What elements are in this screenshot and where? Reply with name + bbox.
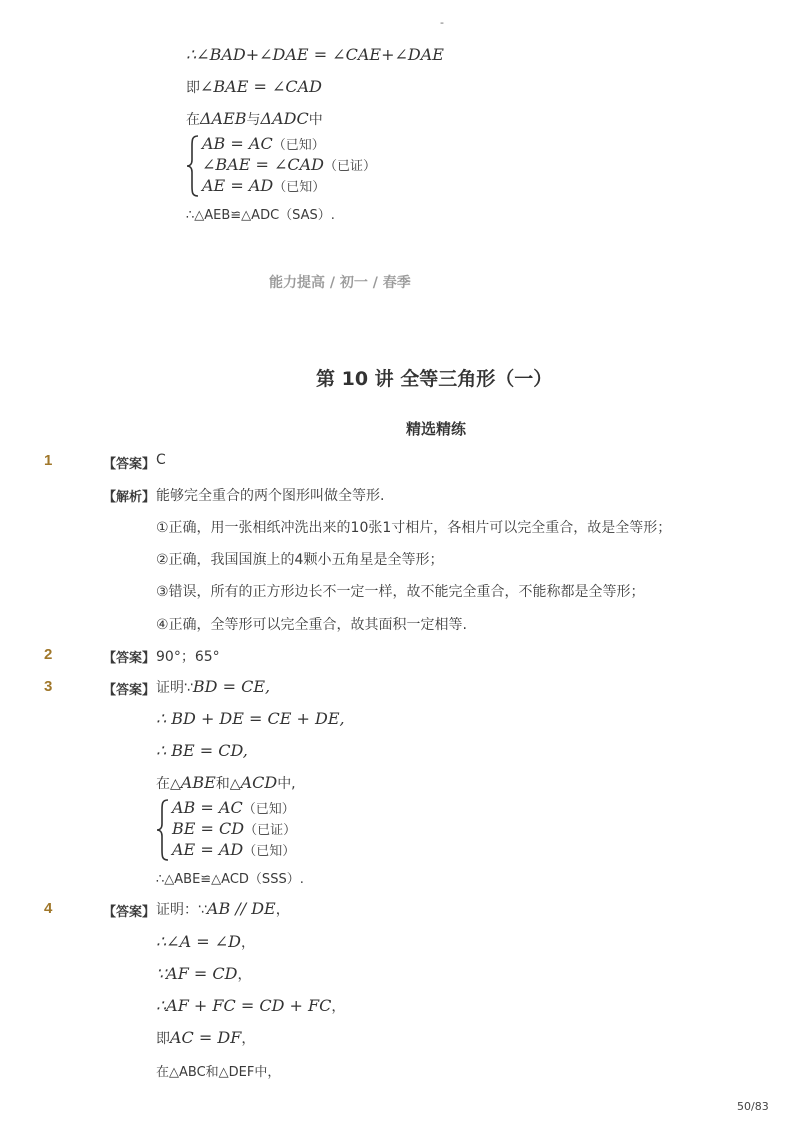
system-row (202, 176, 325, 195)
system-math: AE = AD (172, 840, 244, 859)
proof-text: 在 (186, 112, 200, 128)
system-note: （已证） (324, 159, 377, 174)
proof-line: ∴ BE = CD, (156, 741, 248, 760)
proof-text: ， (241, 1031, 256, 1047)
answer-tag: 【答案】 (103, 683, 156, 698)
answer-value: 90°；65° (156, 649, 220, 665)
proof-line (186, 109, 323, 129)
system-note: （已知） (243, 844, 296, 859)
analysis-text: 能够完全重合的两个图形叫做全等形. (156, 488, 385, 504)
section-title: 精选精练 (406, 420, 467, 438)
system-row (172, 798, 295, 817)
proof-line (186, 77, 322, 97)
proof-math: ∠BAE = ∠CAD (200, 77, 323, 96)
proof-text: 证明：∵ (156, 902, 207, 918)
proof-line (156, 677, 270, 697)
question-number: 2 (44, 646, 53, 663)
left-brace-icon (156, 798, 170, 862)
proof-math: AB // DE (206, 899, 276, 918)
proof-text: ， (275, 902, 290, 918)
proof-line (156, 996, 345, 1016)
question-number: 1 (44, 452, 53, 469)
proof-math: AC = DF (170, 1028, 242, 1047)
proof-conclusion: ∴△ABE≌△ACD（SSS）. (156, 872, 304, 887)
proof-text: 在△ (156, 776, 181, 792)
proof-text: 和△ (215, 776, 241, 792)
answer-tag: 【答案】 (103, 457, 156, 472)
system-row (172, 819, 296, 838)
proof-text: 即 (186, 80, 200, 96)
left-brace-icon (186, 134, 200, 198)
answer-tag: 【答案】 (103, 651, 156, 666)
answer-tag: 【答案】 (103, 905, 156, 920)
proof-text: 与 (246, 112, 261, 128)
system-row (202, 155, 376, 174)
equation-system (156, 798, 416, 862)
proof-text: 即 (156, 1031, 170, 1047)
proof-math: ∴∠A = ∠D (156, 932, 241, 951)
proof-line (156, 932, 255, 952)
question-number: 3 (44, 678, 53, 695)
top-mark: - (440, 16, 444, 29)
proof-math: ΔAEB (200, 109, 247, 128)
course-banner: 能力提高 / 初一 / 春季 (269, 275, 411, 291)
answer-value: C (156, 452, 166, 468)
system-note: （已知） (273, 180, 326, 195)
system-math: AE = AD (202, 176, 274, 195)
proof-math: ΔADC (260, 109, 309, 128)
equation-system (186, 134, 446, 198)
analysis-tag: 【解析】 (103, 490, 156, 505)
system-row (172, 840, 295, 859)
proof-line (156, 964, 251, 984)
system-note: （已证） (244, 823, 297, 838)
system-math: ∠BAE = ∠CAD (202, 155, 325, 174)
proof-text: 证明∵ (156, 680, 193, 696)
analysis-item: ①正确，用一张相纸冲洗出来的10张1寸相片，各相片可以完全重合，故是全等形； (156, 520, 672, 536)
proof-math: ∵AF = CD (156, 964, 238, 983)
system-math: AB = AC (202, 134, 273, 153)
proof-line (156, 899, 290, 919)
analysis-item: ④正确，全等形可以完全重合，故其面积一定相等. (156, 617, 467, 633)
proof-text: 中, (277, 776, 296, 792)
chapter-title: 第 10 讲 全等三角形（一） (316, 368, 553, 390)
proof-line: ∴∠BAD+∠DAE = ∠CAE+∠DAE (186, 45, 444, 64)
proof-text: ， (237, 967, 252, 983)
page-number: 50/83 (737, 1100, 769, 1113)
proof-line: 在△ABC和△DEF中， (156, 1065, 281, 1080)
analysis-item: ③错误，所有的正方形边长不一定一样，故不能完全重合，不能称都是全等形； (156, 584, 645, 600)
proof-line (156, 773, 296, 793)
proof-text: ， (240, 935, 255, 951)
proof-math: ABE (180, 773, 216, 792)
proof-line (156, 1028, 255, 1048)
proof-math: BD = CE, (192, 677, 271, 696)
proof-math: ACD (240, 773, 278, 792)
system-note: （已知） (242, 802, 295, 817)
proof-line: ∴ BD + DE = CE + DE, (156, 709, 345, 728)
system-math: BE = CD (172, 819, 245, 838)
system-math: AB = AC (172, 798, 243, 817)
question-number: 4 (44, 900, 53, 917)
proof-conclusion: ∴△AEB≌△ADC（SAS）. (186, 208, 335, 223)
system-note: （已知） (272, 138, 325, 153)
proof-math: ∴AF + FC = CD + FC (156, 996, 332, 1015)
proof-text: ， (331, 999, 346, 1015)
proof-text: 中 (308, 112, 323, 128)
analysis-item: ②正确，我国国旗上的4颗小五角星是全等形； (156, 552, 444, 568)
system-row (202, 134, 325, 153)
